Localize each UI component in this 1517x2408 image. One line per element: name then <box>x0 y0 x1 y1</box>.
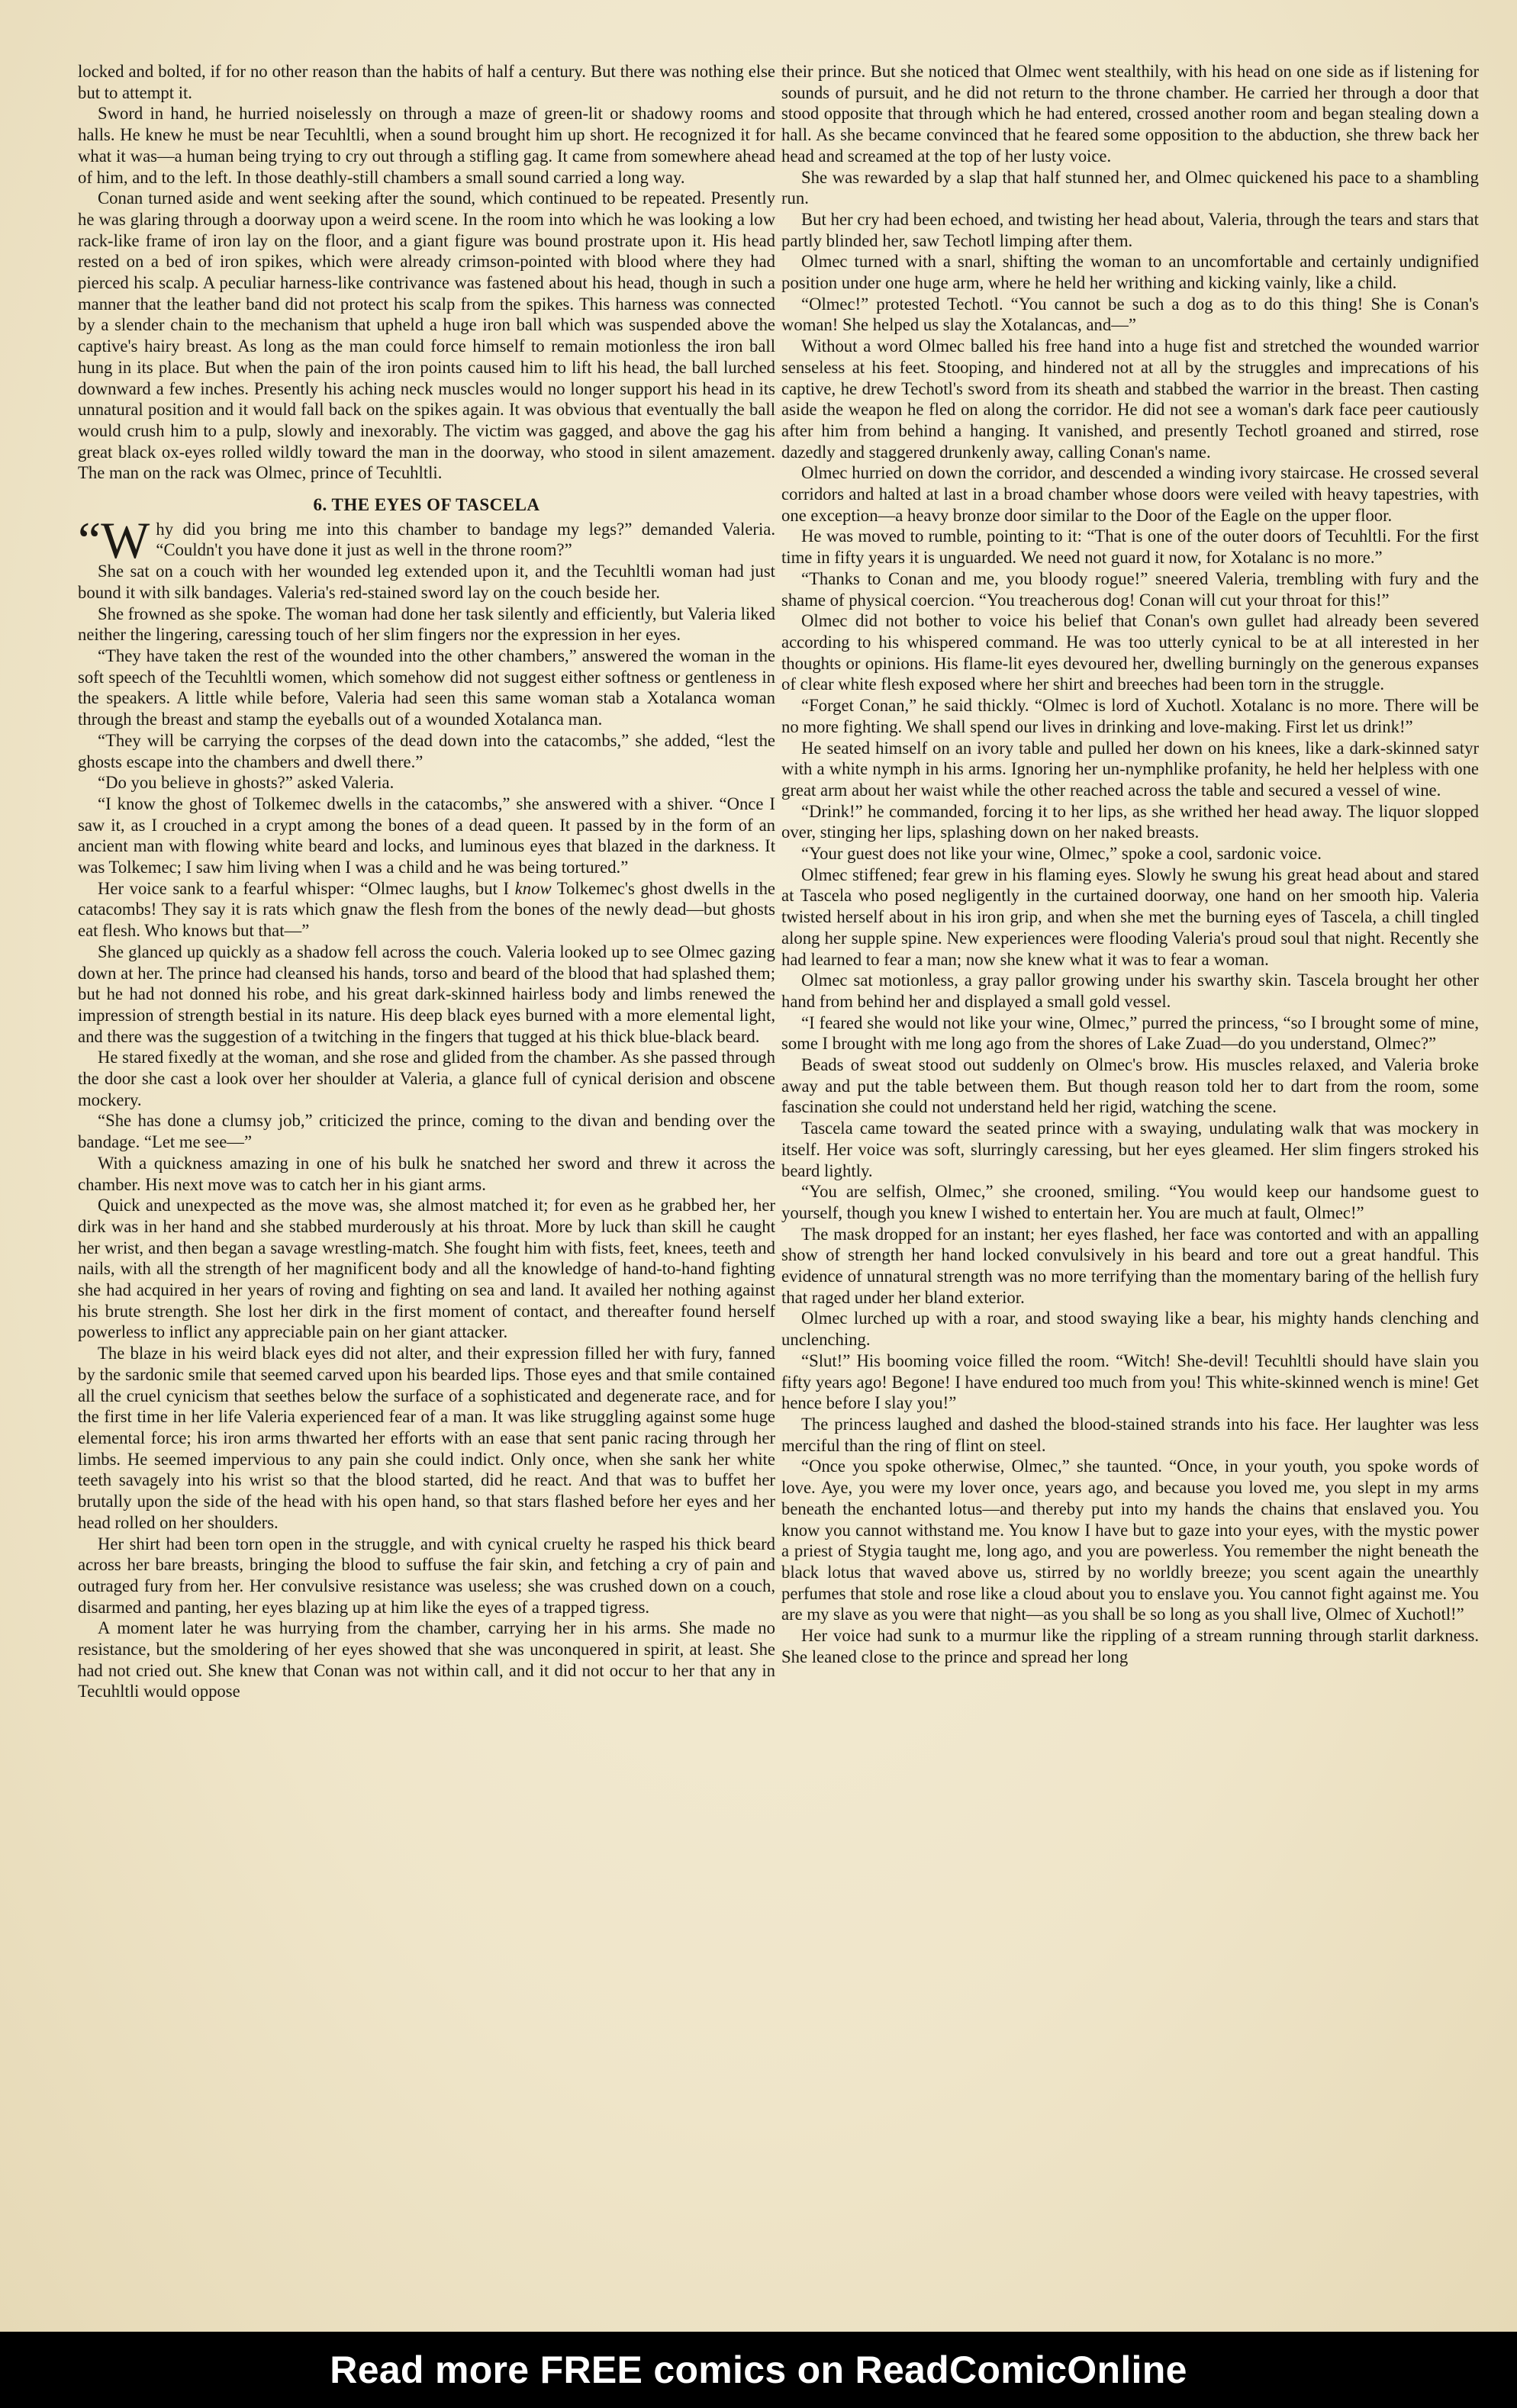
paragraph: She frowned as she spoke. The woman had done her task silently and efficiently, but Valeria liked neither the lingering, caressing touch of her slim fingers nor the expression in her eyes. <box>78 604 775 645</box>
paragraph: “She has done a clumsy job,” criticized the prince, coming to the divan and bending over the bandage. “Let me see—” <box>78 1111 775 1152</box>
paragraph: Sword in hand, he hurried noiselessly on through a maze of green-lit or shadowy rooms and halls. He knew he must be near Tecuhltli, when a sound brought him up short. He recognized it for what it was—a human being trying to cry out through a stifling gag. It came from somewhere ahead of him, and to the left. In those deathly-still chambers a small sound carried a long way. <box>78 104 775 187</box>
paragraph <box>78 878 775 942</box>
text-run: Tolkemec's ghost dwells in the catacombs! They say it is rats which gnaw the flesh from the bones of the newly dead—but ghosts eat flesh. Who knows but that—” <box>78 878 775 941</box>
paragraph: Olmec turned with a snarl, shifting the woman to an uncomfortable and certainly undignified position under one huge arm, where he held her writhing and kicking vainly, like a child. <box>781 252 1479 293</box>
chapter-title: 6. THE EYES OF TASCELA <box>313 495 540 515</box>
text-run: Her voice sank to a fearful whisper: “Olmec laughs, but I <box>98 878 515 898</box>
paragraph: Her voice had sunk to a murmur like the rippling of a stream running through starlit darkness. She leaned close to the prince and spread her long <box>781 1626 1479 1666</box>
chapter-opening-paragraph <box>78 510 775 569</box>
paragraph: The mask dropped for an instant; her eyes flashed, her face was contorted and with an appalling show of strength her hand locked convulsively in his beard and tore out a great handful. This evidence of unnatural strength was no more terrifying than the momentary baring of the hellish fury that raged under her bland exterior. <box>781 1224 1479 1307</box>
paragraph: “Thanks to Conan and me, you bloody rogue!” sneered Valeria, trembling with fury and the shame of physical coercion. “You treacherous dog! Conan will cut your throat for this!” <box>781 568 1479 610</box>
paragraph: She glanced up quickly as a shadow fell across the couch. Valeria looked up to see Olmec gazing down at her. The prince had cleansed his hands, torso and beard of the blood that had splashed them; but he had not donned his robe, and his great dark-skinned hairless body and limbs renewed the impression of strength bestial in its nature. His deep black eyes burned with a more elemental light, and there was the suggestion of a twitching in the fingers that tugged at his thick blue-black beard. <box>78 942 775 1046</box>
paragraph: Olmec sat motionless, a gray pallor growing under his swarthy skin. Tascela brought her other hand from behind her and displayed a small gold vessel. <box>781 971 1479 1011</box>
paragraph: “Slut!” His booming voice filled the room. “Witch! She-devil! Tecuhltli should have slain you fifty years ago! Begone! I have endured too much from you! This white-skinned wench is mine! Get hence before I slay you!” <box>781 1350 1479 1413</box>
footer-link-text[interactable]: Read more FREE comics on ReadComicOnline <box>330 2348 1187 2391</box>
paragraph: Tascela came toward the seated prince with a swaying, undulating walk that was mockery in itself. Her voice was soft, slurringly caressing, but her eyes gleamed. Her slim fingers stroked his beard lightly. <box>781 1119 1479 1180</box>
paragraph: Quick and unexpected as the move was, she almost matched it; for even as he grabbed her, her dirk was in her hand and she stabbed murderously at his throat. More by luck than skill he caught her wrist, and then began a savage wrestling-match. She fought him with fists, feet, knees, teeth and nails, with all the strength of her magnificent body and all the knowledge of hand-to-hand fighting she had acquired in her years of roving and fighting on sea and land. It availed her nothing against his brute strength. She lost her dirk in the first moment of contact, and thereafter found herself powerless to inflict any appreciable pain on her giant attacker. <box>78 1196 775 1342</box>
paragraph: He stared fixedly at the woman, and she rose and glided from the chamber. As she passed through the door she cast a look over her shoulder at Valeria, a glance full of cynical derision and obscene mockery. <box>78 1048 775 1109</box>
paragraph: He seated himself on an ivory table and pulled her down on his knees, like a dark-skinned satyr with a white nymph in his arms. Ignoring her un-nymphlike profanity, he held her helpless with one great arm about her waist while the other reached across the table and secured a vessel of wine. <box>781 738 1479 800</box>
footer-banner[interactable] <box>0 2332 1517 2408</box>
paragraph: Olmec lurched up with a roar, and stood swaying like a bear, his mighty hands clenching and unclenching. <box>781 1309 1479 1350</box>
paragraph: “They have taken the rest of the wounded into the other chambers,” answered the woman in the soft speech of the Tecuhltli women, which somehow did not suggest either softness or gentleness in the speakers. A little while before, Valeria had seen this same woman stab a Xotalanca woman through the breast and stamp the eyeballs out of a wounded Xotalanca man. <box>78 645 775 729</box>
drop-cap: “W <box>78 510 150 569</box>
paragraph: “Olmec!” protested Techotl. “You cannot be such a dog as to do this thing! She is Conan's woman! She helped us slay the Xotalancas, and—” <box>781 294 1479 335</box>
paragraph: Olmec did not bother to voice his belief that Conan's own gullet had already been severed according to his whispered command. He was too utterly cynical to be at all interested in her thoughts or opinions. His flame-lit eyes devoured her, dwelling burningly on the generous expanses of clear white flesh exposed where her shirt and breeches had been torn in the struggle. <box>781 611 1479 694</box>
paragraph: A moment later he was hurrying from the chamber, carrying her in his arms. She made no resistance, but the smoldering of her eyes showed that she was unconquered in spirit, at least. She had not cried out. She knew that Conan was not within call, and it did not occur to her that any in Tecuhltli would oppose <box>78 1618 775 1701</box>
paragraph: But her cry had been echoed, and twisting her head about, Valeria, through the tears and stars that partly blinded her, saw Techotl limping after them. <box>781 209 1479 250</box>
paragraph: He was moved to rumble, pointing to it: “That is one of the outer doors of Tecuhltli. For the first time in fifty years it is unguarded. We need not guard it now, for Xotalanc is no more.” <box>781 526 1479 568</box>
left-text-column <box>78 61 775 2319</box>
paragraph: “Your guest does not like your wine, Olmec,” spoke a cool, sardonic voice. <box>801 844 1322 864</box>
paragraph: “Drink!” he commanded, forcing it to her lips, as she writhed her head away. The liquor slopped over, stinging her lips, splashing down on her naked breasts. <box>781 801 1479 842</box>
paragraph: She sat on a couch with her wounded leg extended upon it, and the Tecuhltli woman had just bound it with silk bandages. Valeria's red-stained sword lay on the couch beside her. <box>78 562 775 602</box>
paragraph: “I feared she would not like your wine, Olmec,” purred the princess, “so I brought some of mine, some I brought with me long ago from the shores of Lake Zuad—do you understand, Olmec?” <box>781 1012 1479 1054</box>
paragraph: Without a word Olmec balled his free hand into a huge fist and stretched the wounded warrior senseless at his feet. Stooping, and hindered not at all by the struggles and imprecations of his captive, he drew Techotl's sword from its sheath and stabbed the warrior in the breast. Then casting aside the weapon he fled on along the corridor. He did not see a woman's dark face peer cautiously after him from behind a hanging. It vanished, and presently Techotl groaned and stirred, rose dazedly and staggered drunkenly away, calling Conan's name. <box>781 336 1479 462</box>
drop-cap-rest: hy did you bring me into this chamber to bandage my legs?” demanded Valeria. “Couldn't you have done it just as well in the throne room?” <box>156 519 775 560</box>
paragraph: Conan turned aside and went seeking after the sound, which continued to be repeated. Presently he was glaring through a doorway upon a weird scene. In the room into which he was looking a low rack-like frame of iron lay on the floor, and a giant figure was bound prostrate upon it. His head rested on a bed of iron spikes, which were already crimson-pointed with blood where they had pierced his scalp. A peculiar harness-like contrivance was fastened about his head, though in such a manner that the leather band did not protect his scalp from the spikes. This harness was connected by a slender chain to the mechanism that upheld a huge iron ball which was suspended above the captive's hairy breast. As long as the man could force himself to remain motionless the iron ball hung in its place. But when the pain of the iron points caused him to lift his head, the ball lurched downward a few inches. Presently his aching neck muscles would no longer support his head in its unnatural position and it would fall back on the spikes again. It was obvious that eventually the ball would crush him to a pulp, slowly and inexorably. The victim was gagged, and above the gag his great black ox-eyes rolled wildly toward the man in the doorway, who stood in silent amazement. The man on the rack was Olmec, prince of Tecuhltli. <box>78 188 775 483</box>
paragraph: The princess laughed and dashed the blood-stained strands into his face. Her laughter was less merciful than the ring of flint on steel. <box>781 1415 1479 1455</box>
paragraph: Beads of sweat stood out suddenly on Olmec's brow. His muscles relaxed, and Valeria broke away and put the table between them. But though reason told her to dart from the room, some fascination she could not understand held her rigid, watching the scene. <box>781 1055 1479 1117</box>
paragraph: Olmec stiffened; fear grew in his flaming eyes. Slowly he swung his great head about and stared at Tascela who posed negligently in the curtained doorway, one hand on her smooth hip. Valeria twisted herself about in his iron grip, and when she met the burning eyes of Tascela, a chill tingled along her supple spine. New experiences were flooding Valeria's proud soul that night. Recently she had learned to fear a man; now she knew what it was to fear a woman. <box>781 864 1479 969</box>
paragraph: “Do you believe in ghosts?” asked Valeria. <box>98 773 395 793</box>
emphasis-text: know <box>514 878 552 898</box>
paragraph: “I know the ghost of Tolkemec dwells in the catacombs,” she answered with a shiver. “Once I saw it, as I crouched in a crypt among the bones of a dead queen. It passed by in the form of an ancient man with flowing white beard and locks, and luminous eyes that blazed in the darkness. It was Tolkemec; I saw him living when I was a child and he was being tortured.” <box>78 794 775 877</box>
paragraph: She was rewarded by a slap that half stunned her, and Olmec quickened his pace to a shambling run. <box>781 167 1479 208</box>
paragraph: locked and bolted, if for no other reason than the habits of half a century. But there was nothing else but to attempt it. <box>78 62 775 102</box>
paragraph: Her shirt had been torn open in the struggle, and with cynical cruelty he rasped his thick beard across her bare breasts, bringing the blood to suffuse the fair skin, and fetching a cry of pain and outraged fury from her. Her convulsive resistance was useless; she was crushed down on a couch, disarmed and panting, her eyes blazing up at him like the eyes of a trapped tigress. <box>78 1534 775 1617</box>
paragraph: “Once you spoke otherwise, Olmec,” she taunted. “Once, in your youth, you spoke words of love. Aye, you were my lover once, years ago, and because you loved me, you slept in my arms beneath the enchanted lotus—and thereby put into my hands the chains that enslaved you. You know you cannot withstand me. You know I have but to gaze into your eyes, with the mystic power a priest of Stygia taught me, long ago, and you are powerless. You remember the night beneath the black lotus that waved above us, stirred by no worldly breeze; you scent again the unearthly perfumes that stole and rose like a cloud about you to enslave you. You cannot fight against me. You are my slave as you were that night—as you shall be so long as you shall live, Olmec of Xuchotl!” <box>781 1457 1479 1624</box>
paragraph: “They will be carrying the corpses of the dead down into the catacombs,” she added, “lest the ghosts escape into the chambers and dwell there.” <box>78 730 775 771</box>
paragraph: their prince. But she noticed that Olmec went stealthily, with his head on one side as if listening for sounds of pursuit, and he did not return to the throne chamber. He carried her through a door that stood opposite that through which he had entered, crossed another room and began stealing down a hall. As she became convinced that he feared some opposition to the abduction, she threw back her head and screamed at the top of her lusty voice. <box>781 62 1479 166</box>
paragraph: The blaze in his weird black eyes did not alter, and their expression filled her with fury, fanned by the sardonic smile that seemed carved upon his bearded lips. Those eyes and that smile contained all the cruel cynicism that seethes below the surface of a sophisticated and degenerate race, and for the first time in her life Valeria experienced fear of a man. It was like struggling against some huge elemental force; his iron arms thwarted her efforts with an ease that sent panic racing through her limbs. He seemed impervious to any pain she could indict. Only once, when she sank her white teeth savagely into his wrist so that the blood started, did he react. And that was to buffet her brutally upon the side of the head with his open hand, so that stars flashed before her eyes and her head rolled on her shoulders. <box>78 1344 775 1532</box>
paragraph: “You are selfish, Olmec,” she crooned, smiling. “You would keep our handsome guest to yourself, though you knew I wished to entertain her. You are much at fault, Olmec!” <box>781 1182 1479 1222</box>
paragraph: “Forget Conan,” he said thickly. “Olmec is lord of Xuchotl. Xotalanc is no more. There will be no more fighting. We shall spend our lives in drinking and love-making. First let us drink!” <box>781 696 1479 736</box>
paragraph: With a quickness amazing in one of his bulk he snatched her sword and threw it across the chamber. His next move was to catch her in his giant arms. <box>78 1153 775 1194</box>
right-text-column <box>781 61 1479 2319</box>
paragraph: Olmec hurried on down the corridor, and descended a winding ivory staircase. He crossed several corridors and halted at last in a broad chamber whose doors were veiled with heavy tapestries, with one exception—a heavy bronze door similar to the Door of the Eagle on the upper floor. <box>781 463 1479 525</box>
